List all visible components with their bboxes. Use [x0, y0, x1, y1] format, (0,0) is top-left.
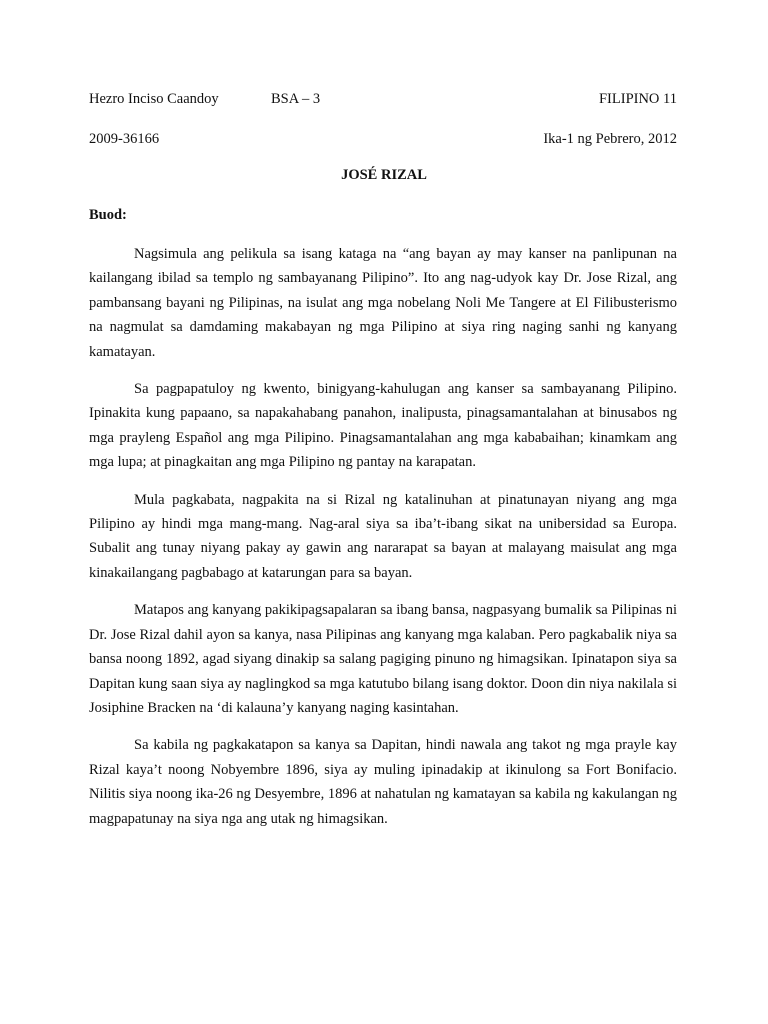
author-name: Hezro Inciso Caandoy: [89, 91, 219, 107]
student-number: 2009-36166: [89, 131, 160, 147]
document-title: JOSÉ RIZAL: [341, 167, 427, 183]
paragraph-4: Matapos ang kanyang pakikipagsapalaran sa ibang bansa, nagpasyang bumalik sa Pilipinas ni Dr. Jose Rizal dahil ayon sa kanya, nasa Pilipinas ang kanyang mga kalaban. Pero pagkabalik niya sa bansa noong 1892, agad siyang dinakip sa salang pagiging pinuno ng himagsikan. Ipinatapon siya sa Dapitan kung saan siya ay naglingkod sa mga katutubo bilang isang doktor. Doon din niya nakilala si Josiphine Bracken na ‘di kalauna’y kanyang naging kasintahan.: [89, 602, 677, 716]
paragraph-1: Nagsimula ang pelikula sa isang kataga na “ang bayan ay may kanser na panlipunan na kailangang ibilad sa templo ng sambayanang Pilipino”. Ito ang nag-udyok kay Dr. Jose Rizal, ang pambansang bayani ng Pilipinas, na isulat ang mga nobelang Noli Me Tangere at El Filibusterismo na nagmulat sa damdaming makabayan ng mga Pilipino at siya ring naging sanhi ng kanyang kamatayan.: [89, 246, 677, 360]
course-year: BSA – 3: [271, 91, 321, 107]
paragraph-2: Sa pagpapatuloy ng kwento, binigyang-kahulugan ang kanser sa sambayanang Pilipino. Ipinakita kung papaano, sa napakahabang panahon, inalipusta, pinagsamantalahan at binusabos ng mga prayleng Español ang mga Pilipino. Pinagsamantalahan ang mga kababaihan; kinamkam ang mga lupa; at pinagkaitan ang mga Pilipino ng pantay na karapatan.: [89, 381, 677, 471]
paragraph-3: Mula pagkabata, nagpakita na si Rizal ng katalinuhan at pinatunayan niyang ang mga Pilipino ay hindi mga mang-mang. Nag-aral siya sa iba’t-ibang sikat na unibersidad sa Europa. Subalit ang tunay niyang pakay ay gawin ang nararapat sa bayan at malayang maisulat ang mga kinakailangang pagbabago at katarungan para sa bayan.: [89, 491, 677, 581]
subject-code: FILIPINO 11: [598, 91, 677, 107]
paragraph-5: Sa kabila ng pagkakatapon sa kanya sa Dapitan, hindi nawala ang takot ng mga prayle kay Rizal kaya’t noong Nobyembre 1896, siya ay muling ipinadakip at ikinulong sa Fort Bonifacio. Nilitis siya noong ika-26 ng Desyembre, 1896 at nahatulan ng kamatayan sa kabila ng kakulangan ng magpapatunay na siya nga ang utak ng himagsikan.: [89, 737, 677, 827]
section-heading: Buod:: [89, 207, 127, 223]
document-date: Ika-1 ng Pebrero, 2012: [543, 131, 677, 147]
summary-body: [89, 242, 677, 844]
